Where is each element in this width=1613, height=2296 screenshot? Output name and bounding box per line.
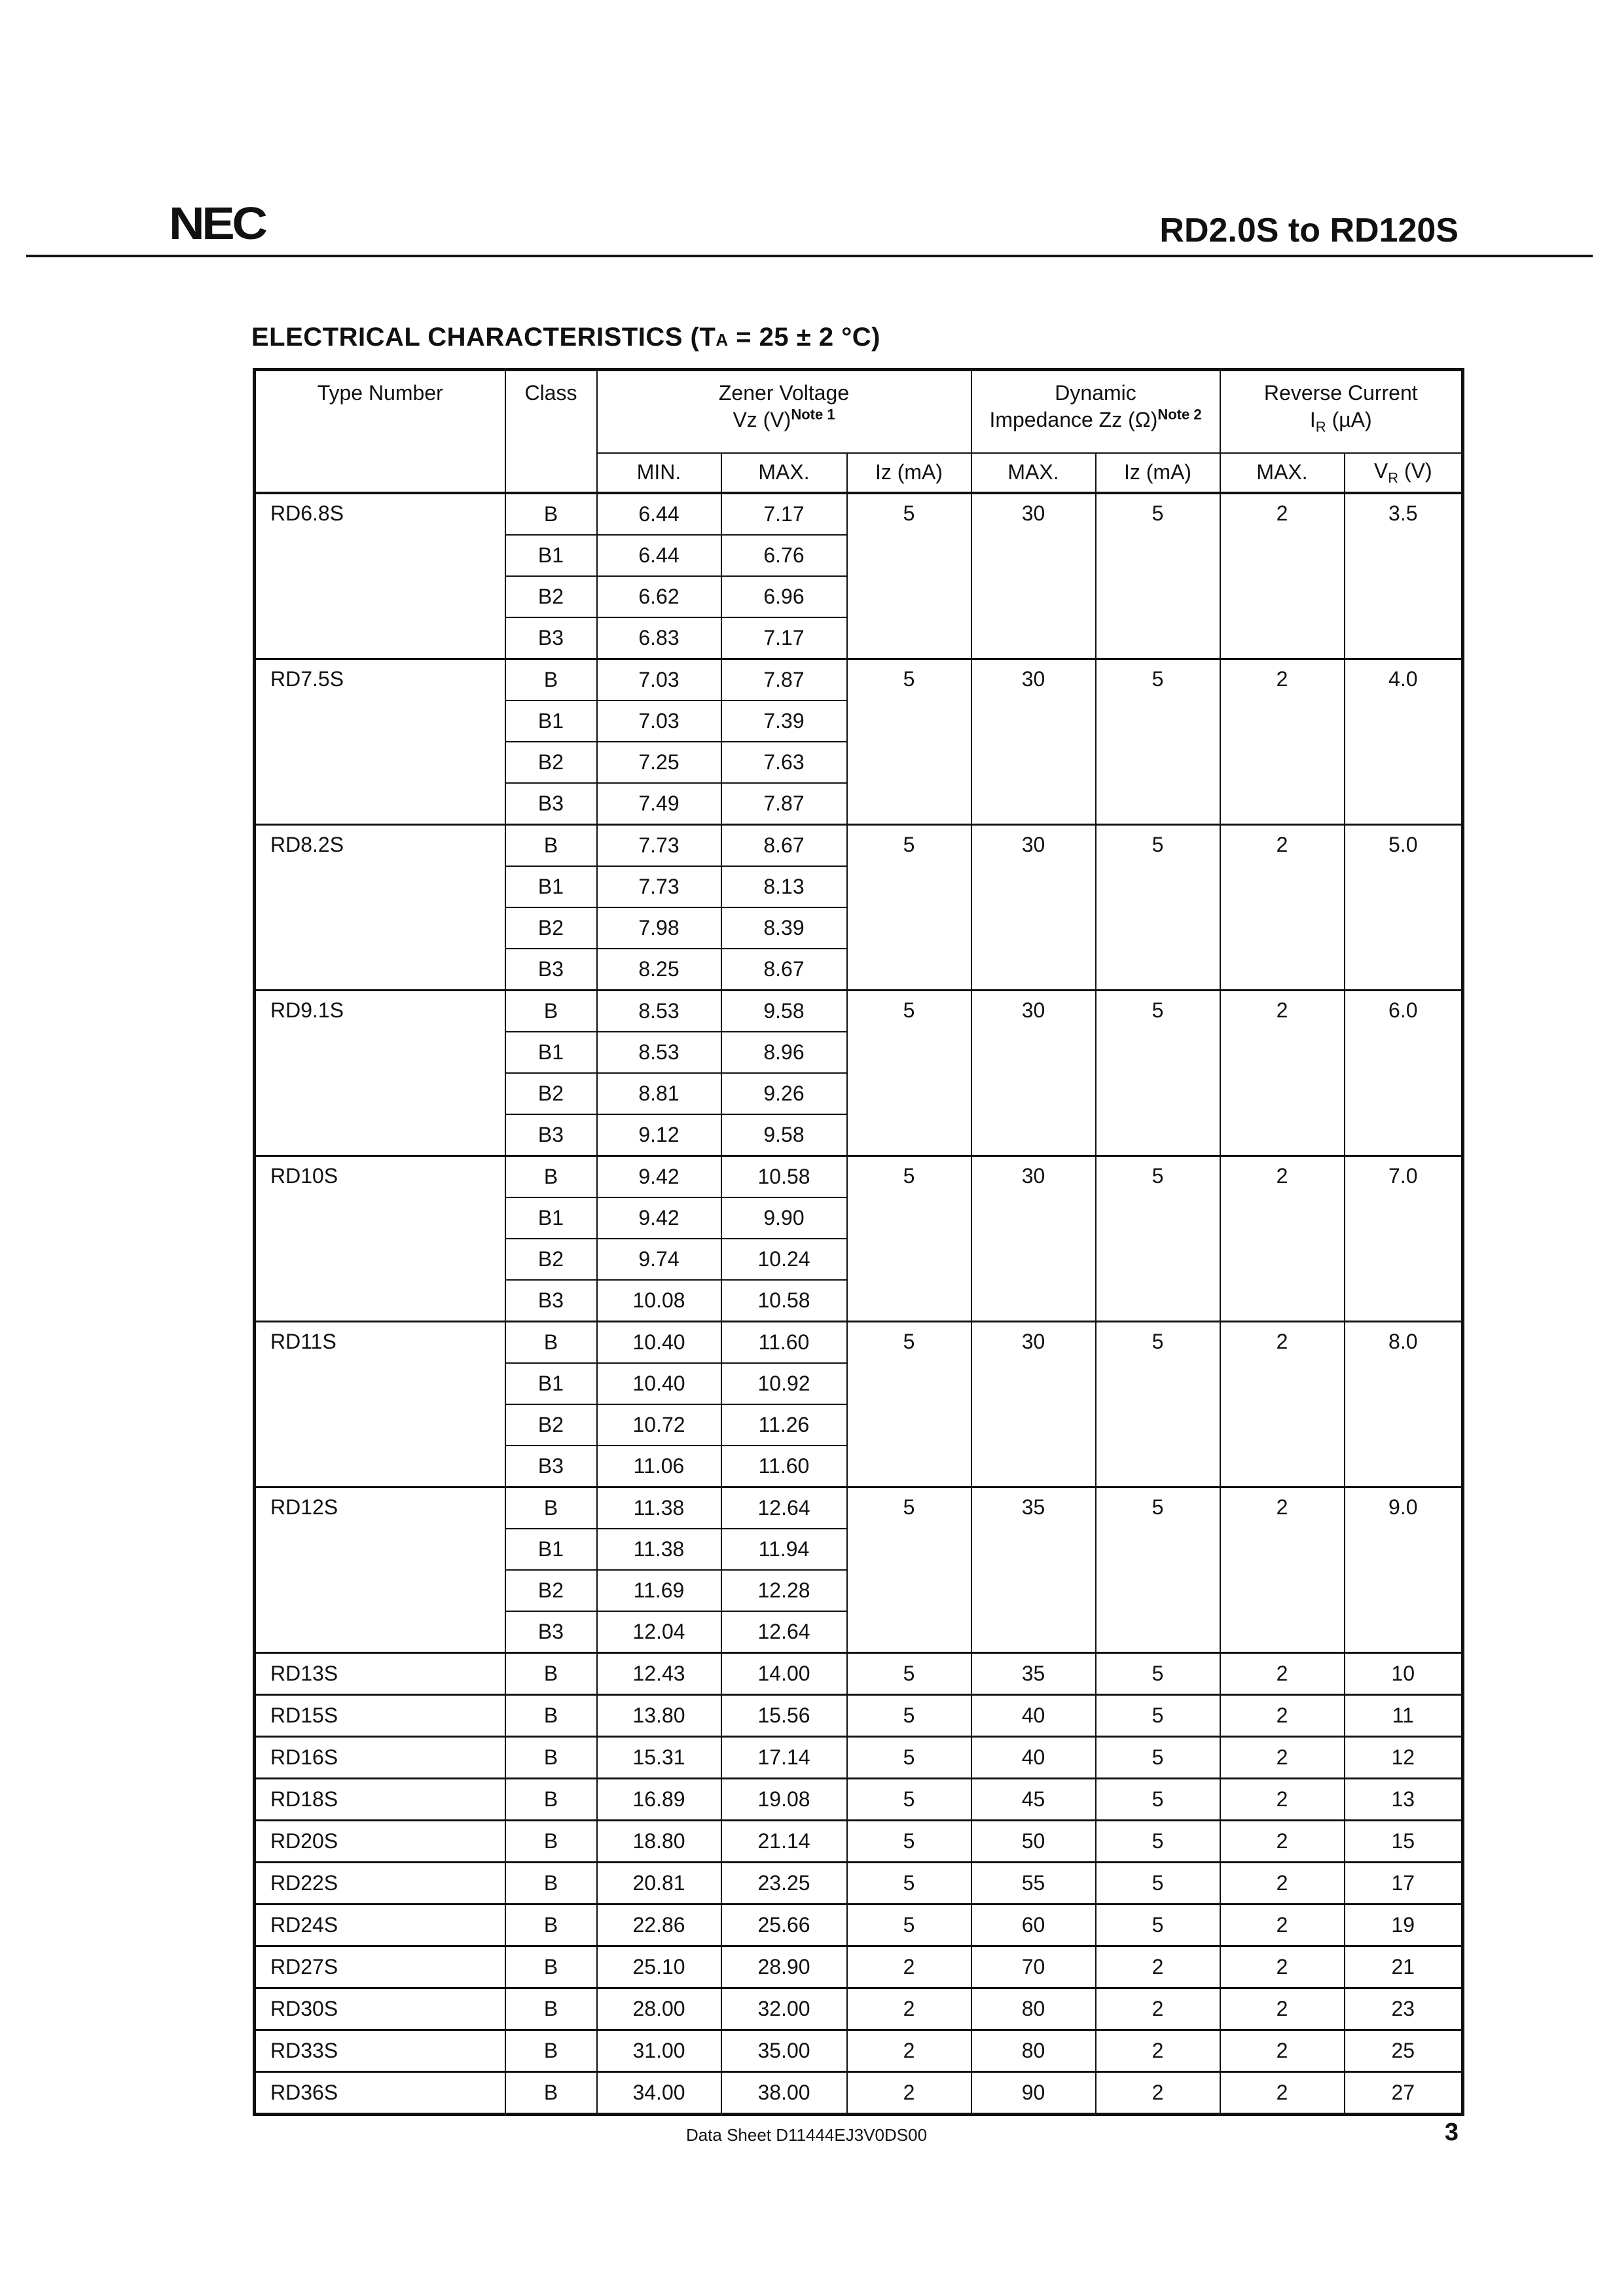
header-ir-max: MAX.	[1220, 453, 1345, 493]
vr-cell: 11	[1345, 1695, 1463, 1737]
table-row	[255, 1695, 1463, 1737]
vz-min-cell: 15.31	[597, 1737, 721, 1779]
section-title: ELECTRICAL CHARACTERISTICS (TA = 25 ± 2 °C)	[251, 323, 880, 352]
vz-iz-cell: 5	[847, 1863, 971, 1904]
vz-max-cell: 9.90	[721, 1197, 847, 1239]
vz-max-cell: 38.00	[721, 2072, 847, 2115]
vr-cell: 3.5	[1345, 493, 1463, 659]
vz-min-cell: 11.38	[597, 1529, 721, 1570]
ir-max-cell: 2	[1220, 1487, 1345, 1653]
vr-cell: 21	[1345, 1946, 1463, 1988]
class-cell: B	[505, 1821, 597, 1863]
zz-max-cell: 40	[971, 1737, 1096, 1779]
ir-max-cell: 2	[1220, 1946, 1345, 1988]
vr-cell: 19	[1345, 1904, 1463, 1946]
vz-iz-cell: 2	[847, 2030, 971, 2072]
class-cell: B	[505, 1737, 597, 1779]
zz-max-cell: 45	[971, 1779, 1096, 1821]
vz-max-cell: 9.26	[721, 1073, 847, 1114]
vr-cell: 7.0	[1345, 1156, 1463, 1322]
vz-min-cell: 9.42	[597, 1197, 721, 1239]
vz-min-cell: 16.89	[597, 1779, 721, 1821]
class-cell: B1	[505, 1529, 597, 1570]
vz-min-cell: 9.74	[597, 1239, 721, 1280]
zz-iz-cell: 5	[1096, 1821, 1220, 1863]
vr-cell: 8.0	[1345, 1322, 1463, 1487]
zz-max-cell: 40	[971, 1695, 1096, 1737]
header-zz-max: MAX.	[971, 453, 1096, 493]
vr-cell: 12	[1345, 1737, 1463, 1779]
ir-max-cell: 2	[1220, 493, 1345, 659]
zz-max-cell: 80	[971, 1988, 1096, 2030]
zz-max-cell: 30	[971, 991, 1096, 1156]
header-vz-min: MIN.	[597, 453, 721, 493]
vz-min-cell: 13.80	[597, 1695, 721, 1737]
class-cell: B3	[505, 1114, 597, 1156]
zz-max-cell: 90	[971, 2072, 1096, 2115]
vz-min-cell: 20.81	[597, 1863, 721, 1904]
vz-max-cell: 10.24	[721, 1239, 847, 1280]
ir-max-cell: 2	[1220, 659, 1345, 825]
ir-max-cell: 2	[1220, 1322, 1345, 1487]
table-row	[255, 825, 1463, 867]
table-row	[255, 493, 1463, 535]
class-cell: B1	[505, 1032, 597, 1073]
table-row	[255, 2072, 1463, 2115]
vr-cell: 9.0	[1345, 1487, 1463, 1653]
table-body	[255, 493, 1463, 2115]
class-cell: B	[505, 2072, 597, 2115]
class-cell: B	[505, 2030, 597, 2072]
vr-cell: 25	[1345, 2030, 1463, 2072]
vz-min-cell: 6.83	[597, 617, 721, 659]
class-cell: B3	[505, 1280, 597, 1322]
vz-max-cell: 6.76	[721, 535, 847, 576]
vz-min-cell: 9.12	[597, 1114, 721, 1156]
class-cell: B	[505, 1156, 597, 1198]
zz-iz-cell: 5	[1096, 1779, 1220, 1821]
nec-logo: NEC	[169, 198, 265, 249]
vz-max-cell: 7.63	[721, 742, 847, 783]
class-cell: B3	[505, 1446, 597, 1487]
vz-min-cell: 12.43	[597, 1653, 721, 1695]
header-class: Class	[505, 370, 597, 494]
page-number: 3	[1444, 2119, 1459, 2146]
vr-cell: 4.0	[1345, 659, 1463, 825]
header-zz-iz: Iz (mA)	[1096, 453, 1220, 493]
class-cell: B2	[505, 742, 597, 783]
vz-min-cell: 8.53	[597, 991, 721, 1032]
vz-iz-cell: 2	[847, 2072, 971, 2115]
vz-iz-cell: 5	[847, 991, 971, 1156]
class-cell: B	[505, 991, 597, 1032]
zz-iz-cell: 5	[1096, 1322, 1220, 1487]
vz-iz-cell: 5	[847, 825, 971, 991]
vz-max-cell: 10.92	[721, 1363, 847, 1404]
vz-min-cell: 7.49	[597, 783, 721, 825]
class-cell: B2	[505, 1239, 597, 1280]
header-divider	[26, 255, 1593, 257]
class-cell: B3	[505, 617, 597, 659]
class-cell: B2	[505, 907, 597, 949]
vz-iz-cell: 5	[847, 659, 971, 825]
header-reverse-current: Reverse Current $I_R$ (µA)	[1220, 370, 1463, 454]
vz-min-cell: 8.81	[597, 1073, 721, 1114]
vz-iz-cell: 5	[847, 1904, 971, 1946]
vz-max-cell: 6.96	[721, 576, 847, 617]
type-number-cell: RD22S	[255, 1863, 505, 1904]
class-cell: B1	[505, 1363, 597, 1404]
zz-iz-cell: 5	[1096, 1653, 1220, 1695]
zz-iz-cell: 5	[1096, 659, 1220, 825]
class-cell: B	[505, 1695, 597, 1737]
vz-max-cell: 11.94	[721, 1529, 847, 1570]
vz-max-cell: 9.58	[721, 1114, 847, 1156]
vz-min-cell: 7.25	[597, 742, 721, 783]
class-cell: B	[505, 1322, 597, 1364]
zz-iz-cell: 5	[1096, 1695, 1220, 1737]
vz-min-cell: 10.72	[597, 1404, 721, 1446]
zz-max-cell: 80	[971, 2030, 1096, 2072]
type-number-cell: RD18S	[255, 1779, 505, 1821]
ir-max-cell: 2	[1220, 1904, 1345, 1946]
header-vz-max: MAX.	[721, 453, 847, 493]
vz-min-cell: 8.53	[597, 1032, 721, 1073]
vz-max-cell: 11.60	[721, 1322, 847, 1364]
class-cell: B	[505, 1779, 597, 1821]
vz-max-cell: 10.58	[721, 1280, 847, 1322]
class-cell: B3	[505, 783, 597, 825]
vr-cell: 13	[1345, 1779, 1463, 1821]
zz-max-cell: 70	[971, 1946, 1096, 1988]
type-number-cell: RD8.2S	[255, 825, 505, 991]
vz-min-cell: 11.69	[597, 1570, 721, 1611]
table-row	[255, 1863, 1463, 1904]
vz-max-cell: 8.67	[721, 949, 847, 991]
vz-max-cell: 35.00	[721, 2030, 847, 2072]
vz-min-cell: 10.40	[597, 1363, 721, 1404]
class-cell: B	[505, 825, 597, 867]
zz-iz-cell: 2	[1096, 1988, 1220, 2030]
ir-max-cell: 2	[1220, 1779, 1345, 1821]
zz-max-cell: 60	[971, 1904, 1096, 1946]
class-cell: B1	[505, 866, 597, 907]
vz-max-cell: 32.00	[721, 1988, 847, 2030]
zz-iz-cell: 2	[1096, 2072, 1220, 2115]
zz-max-cell: 30	[971, 659, 1096, 825]
document-title: RD2.0S to RD120S	[1159, 211, 1459, 249]
zz-iz-cell: 5	[1096, 1737, 1220, 1779]
type-number-cell: RD27S	[255, 1946, 505, 1988]
zz-max-cell: 30	[971, 1322, 1096, 1487]
type-number-cell: RD12S	[255, 1487, 505, 1653]
vz-min-cell: 10.40	[597, 1322, 721, 1364]
type-number-cell: RD33S	[255, 2030, 505, 2072]
vz-max-cell: 7.39	[721, 701, 847, 742]
vz-min-cell: 28.00	[597, 1988, 721, 2030]
vz-min-cell: 7.03	[597, 659, 721, 701]
vz-min-cell: 11.38	[597, 1487, 721, 1529]
vr-cell: 6.0	[1345, 991, 1463, 1156]
vz-max-cell: 12.28	[721, 1570, 847, 1611]
table-row	[255, 1821, 1463, 1863]
vz-iz-cell: 5	[847, 1737, 971, 1779]
zz-iz-cell: 5	[1096, 1156, 1220, 1322]
zz-max-cell: 30	[971, 825, 1096, 991]
type-number-cell: RD20S	[255, 1821, 505, 1863]
class-cell: B3	[505, 949, 597, 991]
vz-iz-cell: 5	[847, 1695, 971, 1737]
vz-iz-cell: 5	[847, 1653, 971, 1695]
ir-max-cell: 2	[1220, 2072, 1345, 2115]
vz-max-cell: 8.13	[721, 866, 847, 907]
vz-min-cell: 11.06	[597, 1446, 721, 1487]
class-cell: B	[505, 659, 597, 701]
type-number-cell: RD16S	[255, 1737, 505, 1779]
vz-max-cell: 17.14	[721, 1737, 847, 1779]
header-dynamic-impedance: Dynamic Impedance Zz (Ω)$^{Note 2}$	[971, 370, 1220, 454]
table-row	[255, 2030, 1463, 2072]
class-cell: B1	[505, 535, 597, 576]
zz-max-cell: 30	[971, 493, 1096, 659]
vr-cell: 23	[1345, 1988, 1463, 2030]
ir-max-cell: 2	[1220, 2030, 1345, 2072]
vz-iz-cell: 5	[847, 1779, 971, 1821]
zz-max-cell: 35	[971, 1487, 1096, 1653]
vz-max-cell: 11.26	[721, 1404, 847, 1446]
vz-min-cell: 7.73	[597, 866, 721, 907]
class-cell: B1	[505, 701, 597, 742]
electrical-characteristics-table	[253, 368, 1464, 2116]
class-cell: B	[505, 493, 597, 535]
table-row	[255, 1487, 1463, 1529]
table-row	[255, 991, 1463, 1032]
vz-iz-cell: 5	[847, 1821, 971, 1863]
ir-max-cell: 2	[1220, 825, 1345, 991]
vz-min-cell: 8.25	[597, 949, 721, 991]
vz-max-cell: 11.60	[721, 1446, 847, 1487]
vz-min-cell: 22.86	[597, 1904, 721, 1946]
table-row	[255, 1988, 1463, 2030]
zz-iz-cell: 2	[1096, 1946, 1220, 1988]
type-number-cell: RD30S	[255, 1988, 505, 2030]
vz-max-cell: 21.14	[721, 1821, 847, 1863]
vz-iz-cell: 5	[847, 1487, 971, 1653]
vz-max-cell: 10.58	[721, 1156, 847, 1198]
vz-iz-cell: 2	[847, 1988, 971, 2030]
vz-min-cell: 9.42	[597, 1156, 721, 1198]
zz-max-cell: 55	[971, 1863, 1096, 1904]
vz-max-cell: 8.67	[721, 825, 847, 867]
type-number-cell: RD11S	[255, 1322, 505, 1487]
vr-cell: 15	[1345, 1821, 1463, 1863]
zz-iz-cell: 5	[1096, 1487, 1220, 1653]
vz-min-cell: 25.10	[597, 1946, 721, 1988]
ir-max-cell: 2	[1220, 1737, 1345, 1779]
table-row	[255, 1322, 1463, 1364]
table-row	[255, 1156, 1463, 1198]
vr-cell: 5.0	[1345, 825, 1463, 991]
class-cell: B	[505, 1904, 597, 1946]
table-row	[255, 1946, 1463, 1988]
class-cell: B3	[505, 1611, 597, 1653]
type-number-cell: RD9.1S	[255, 991, 505, 1156]
zz-iz-cell: 5	[1096, 825, 1220, 991]
ir-max-cell: 2	[1220, 1821, 1345, 1863]
ir-max-cell: 2	[1220, 991, 1345, 1156]
type-number-cell: RD24S	[255, 1904, 505, 1946]
vz-iz-cell: 2	[847, 1946, 971, 1988]
table-row	[255, 1904, 1463, 1946]
vz-max-cell: 19.08	[721, 1779, 847, 1821]
vz-min-cell: 6.44	[597, 535, 721, 576]
vz-max-cell: 12.64	[721, 1487, 847, 1529]
header-zener-voltage: Zener Voltage Vz (V)$^{Note 1}$	[597, 370, 971, 454]
zz-iz-cell: 5	[1096, 991, 1220, 1156]
vz-min-cell: 34.00	[597, 2072, 721, 2115]
class-cell: B1	[505, 1197, 597, 1239]
type-number-cell: RD7.5S	[255, 659, 505, 825]
vz-min-cell: 18.80	[597, 1821, 721, 1863]
zz-iz-cell: 5	[1096, 493, 1220, 659]
footer-datasheet-id: Data Sheet D11444EJ3V0DS00	[685, 2125, 928, 2145]
zz-max-cell: 50	[971, 1821, 1096, 1863]
vz-max-cell: 7.17	[721, 617, 847, 659]
vz-max-cell: 23.25	[721, 1863, 847, 1904]
vz-max-cell: 7.87	[721, 659, 847, 701]
vz-min-cell: 6.62	[597, 576, 721, 617]
vz-max-cell: 8.39	[721, 907, 847, 949]
ir-max-cell: 2	[1220, 1156, 1345, 1322]
ir-max-cell: 2	[1220, 1988, 1345, 2030]
vr-cell: 17	[1345, 1863, 1463, 1904]
zz-iz-cell: 5	[1096, 1863, 1220, 1904]
header-vz-iz: Iz (mA)	[847, 453, 971, 493]
class-cell: B2	[505, 1404, 597, 1446]
vz-min-cell: 31.00	[597, 2030, 721, 2072]
type-number-cell: RD15S	[255, 1695, 505, 1737]
vz-iz-cell: 5	[847, 493, 971, 659]
type-number-cell: RD10S	[255, 1156, 505, 1322]
vz-min-cell: 6.44	[597, 493, 721, 535]
zz-max-cell: 30	[971, 1156, 1096, 1322]
class-cell: B	[505, 1863, 597, 1904]
vz-iz-cell: 5	[847, 1322, 971, 1487]
vr-cell: 10	[1345, 1653, 1463, 1695]
vz-max-cell: 7.17	[721, 493, 847, 535]
header-type-number: Type Number	[255, 370, 505, 494]
vr-cell: 27	[1345, 2072, 1463, 2115]
ir-max-cell: 2	[1220, 1653, 1345, 1695]
vz-max-cell: 15.56	[721, 1695, 847, 1737]
vz-min-cell: 7.03	[597, 701, 721, 742]
vz-min-cell: 12.04	[597, 1611, 721, 1653]
type-number-cell: RD6.8S	[255, 493, 505, 659]
vz-max-cell: 12.64	[721, 1611, 847, 1653]
table-row	[255, 1779, 1463, 1821]
class-cell: B	[505, 1487, 597, 1529]
vz-max-cell: 9.58	[721, 991, 847, 1032]
vz-max-cell: 8.96	[721, 1032, 847, 1073]
zz-max-cell: 35	[971, 1653, 1096, 1695]
table-row	[255, 1653, 1463, 1695]
type-number-cell: RD36S	[255, 2072, 505, 2115]
type-number-cell: RD13S	[255, 1653, 505, 1695]
vz-min-cell: 10.08	[597, 1280, 721, 1322]
header-vr: $V_R$ (V)	[1345, 453, 1463, 493]
class-cell: B2	[505, 1570, 597, 1611]
vz-max-cell: 25.66	[721, 1904, 847, 1946]
table-row	[255, 659, 1463, 701]
class-cell: B	[505, 1946, 597, 1988]
ir-max-cell: 2	[1220, 1695, 1345, 1737]
vz-max-cell: 14.00	[721, 1653, 847, 1695]
vz-min-cell: 7.73	[597, 825, 721, 867]
vz-max-cell: 28.90	[721, 1946, 847, 1988]
class-cell: B	[505, 1653, 597, 1695]
class-cell: B2	[505, 576, 597, 617]
table-row	[255, 1737, 1463, 1779]
class-cell: B	[505, 1988, 597, 2030]
ir-max-cell: 2	[1220, 1863, 1345, 1904]
vz-max-cell: 7.87	[721, 783, 847, 825]
zz-iz-cell: 2	[1096, 2030, 1220, 2072]
zz-iz-cell: 5	[1096, 1904, 1220, 1946]
vz-min-cell: 7.98	[597, 907, 721, 949]
class-cell: B2	[505, 1073, 597, 1114]
vz-iz-cell: 5	[847, 1156, 971, 1322]
